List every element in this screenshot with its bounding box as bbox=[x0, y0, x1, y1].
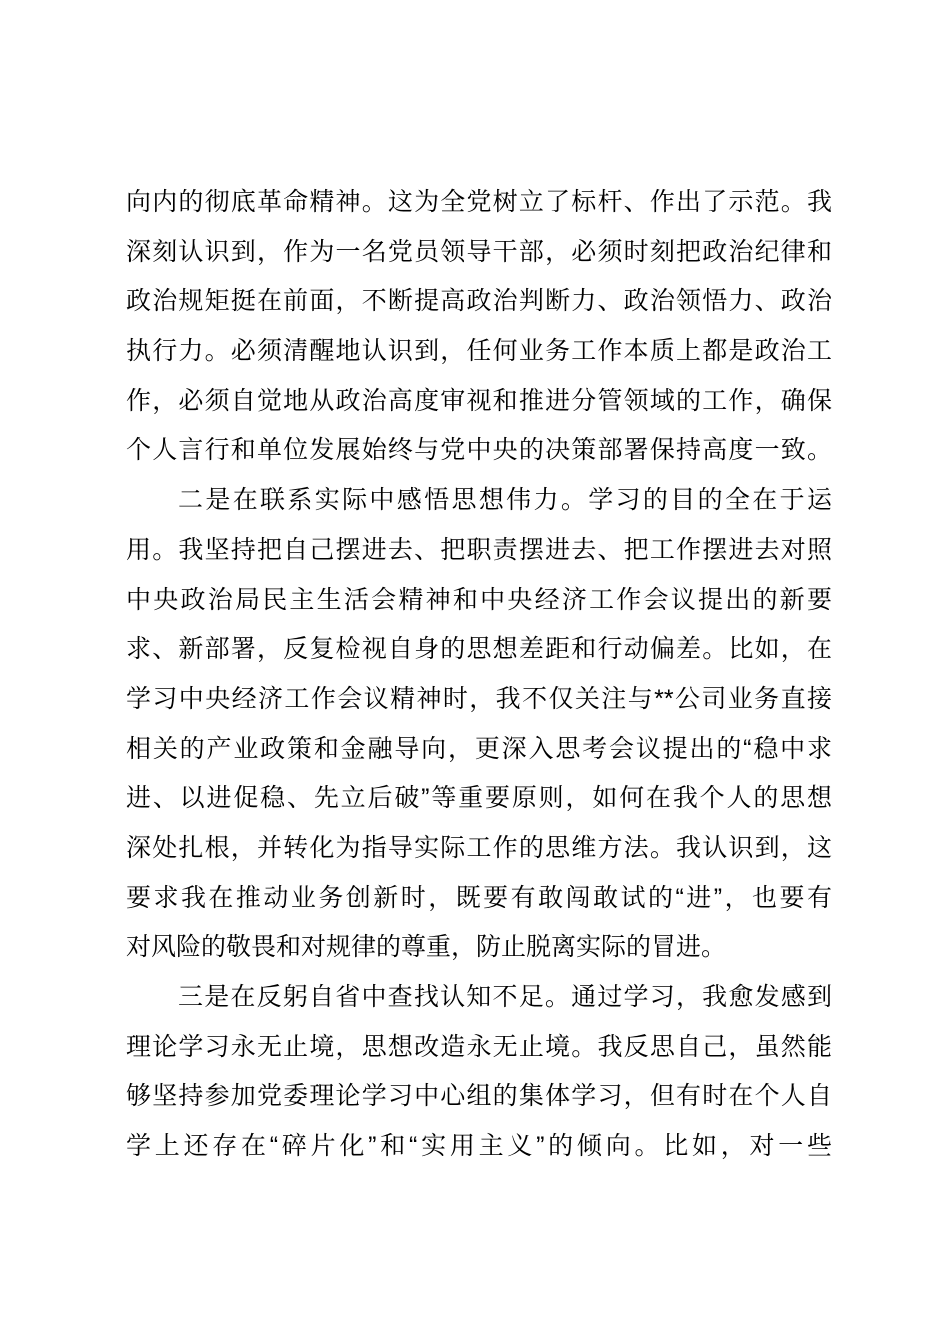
text-line: 向内的彻底革命精神。这为全党树立了标杆、作出了示范。我 bbox=[126, 188, 832, 216]
text-line: 够坚持参加党委理论学习中心组的集体学习，但有时在个人自 bbox=[126, 1082, 832, 1111]
text-line: 作，必须自觉地从政治高度审视和推进分管领域的工作，确保 bbox=[126, 386, 832, 415]
text-line: 进、以进促稳、先立后破”等重要原则，如何在我个人的思想 bbox=[126, 784, 832, 813]
text-line: 深刻认识到，作为一名党员领导干部，必须时刻把政治纪律和 bbox=[126, 237, 832, 266]
paragraph bbox=[126, 476, 832, 973]
text-line: 个人言行和单位发展始终与党中央的决策部署保持高度一致。 bbox=[126, 436, 832, 465]
text-line: 相关的产业政策和金融导向，更深入思考会议提出的“稳中求 bbox=[126, 734, 832, 763]
paragraph bbox=[126, 973, 832, 1172]
text-line: 要求我在推动业务创新时，既要有敢闯敢试的“进”，也要有 bbox=[126, 883, 832, 912]
text-line: 政治规矩挺在前面，不断提高政治判断力、政治领悟力、政治 bbox=[126, 287, 832, 316]
text-line: 理论学习永无止境，思想改造永无止境。我反思自己，虽然能 bbox=[126, 1032, 832, 1061]
document-text-block bbox=[126, 178, 832, 1172]
text-line: 学习中央经济工作会议精神时，我不仅关注与**公司业务直接 bbox=[126, 684, 832, 713]
text-line: 三是在反躬自省中查找认知不足。通过学习，我愈发感到 bbox=[178, 983, 832, 1011]
text-line: 用。我坚持把自己摆进去、把职责摆进去、把工作摆进去对照 bbox=[126, 535, 832, 564]
text-line: 对风险的敬畏和对规律的尊重，防止脱离实际的冒进。 bbox=[126, 933, 727, 962]
text-line: 求、新部署，反复检视自身的思想差距和行动偏差。比如，在 bbox=[126, 635, 832, 664]
text-line: 深处扎根，并转化为指导实际工作的思维方法。我认识到，这 bbox=[126, 833, 832, 862]
text-line: 学上还存在“碎片化”和“实用主义”的倾向。比如，对一些 bbox=[126, 1132, 832, 1161]
text-line: 中央政治局民主生活会精神和中央经济工作会议提出的新要 bbox=[126, 585, 832, 614]
paragraph bbox=[126, 178, 832, 476]
text-line: 执行力。必须清醒地认识到，任何业务工作本质上都是政治工 bbox=[126, 337, 832, 366]
text-line: 二是在联系实际中感悟思想伟力。学习的目的全在于运 bbox=[178, 486, 832, 515]
